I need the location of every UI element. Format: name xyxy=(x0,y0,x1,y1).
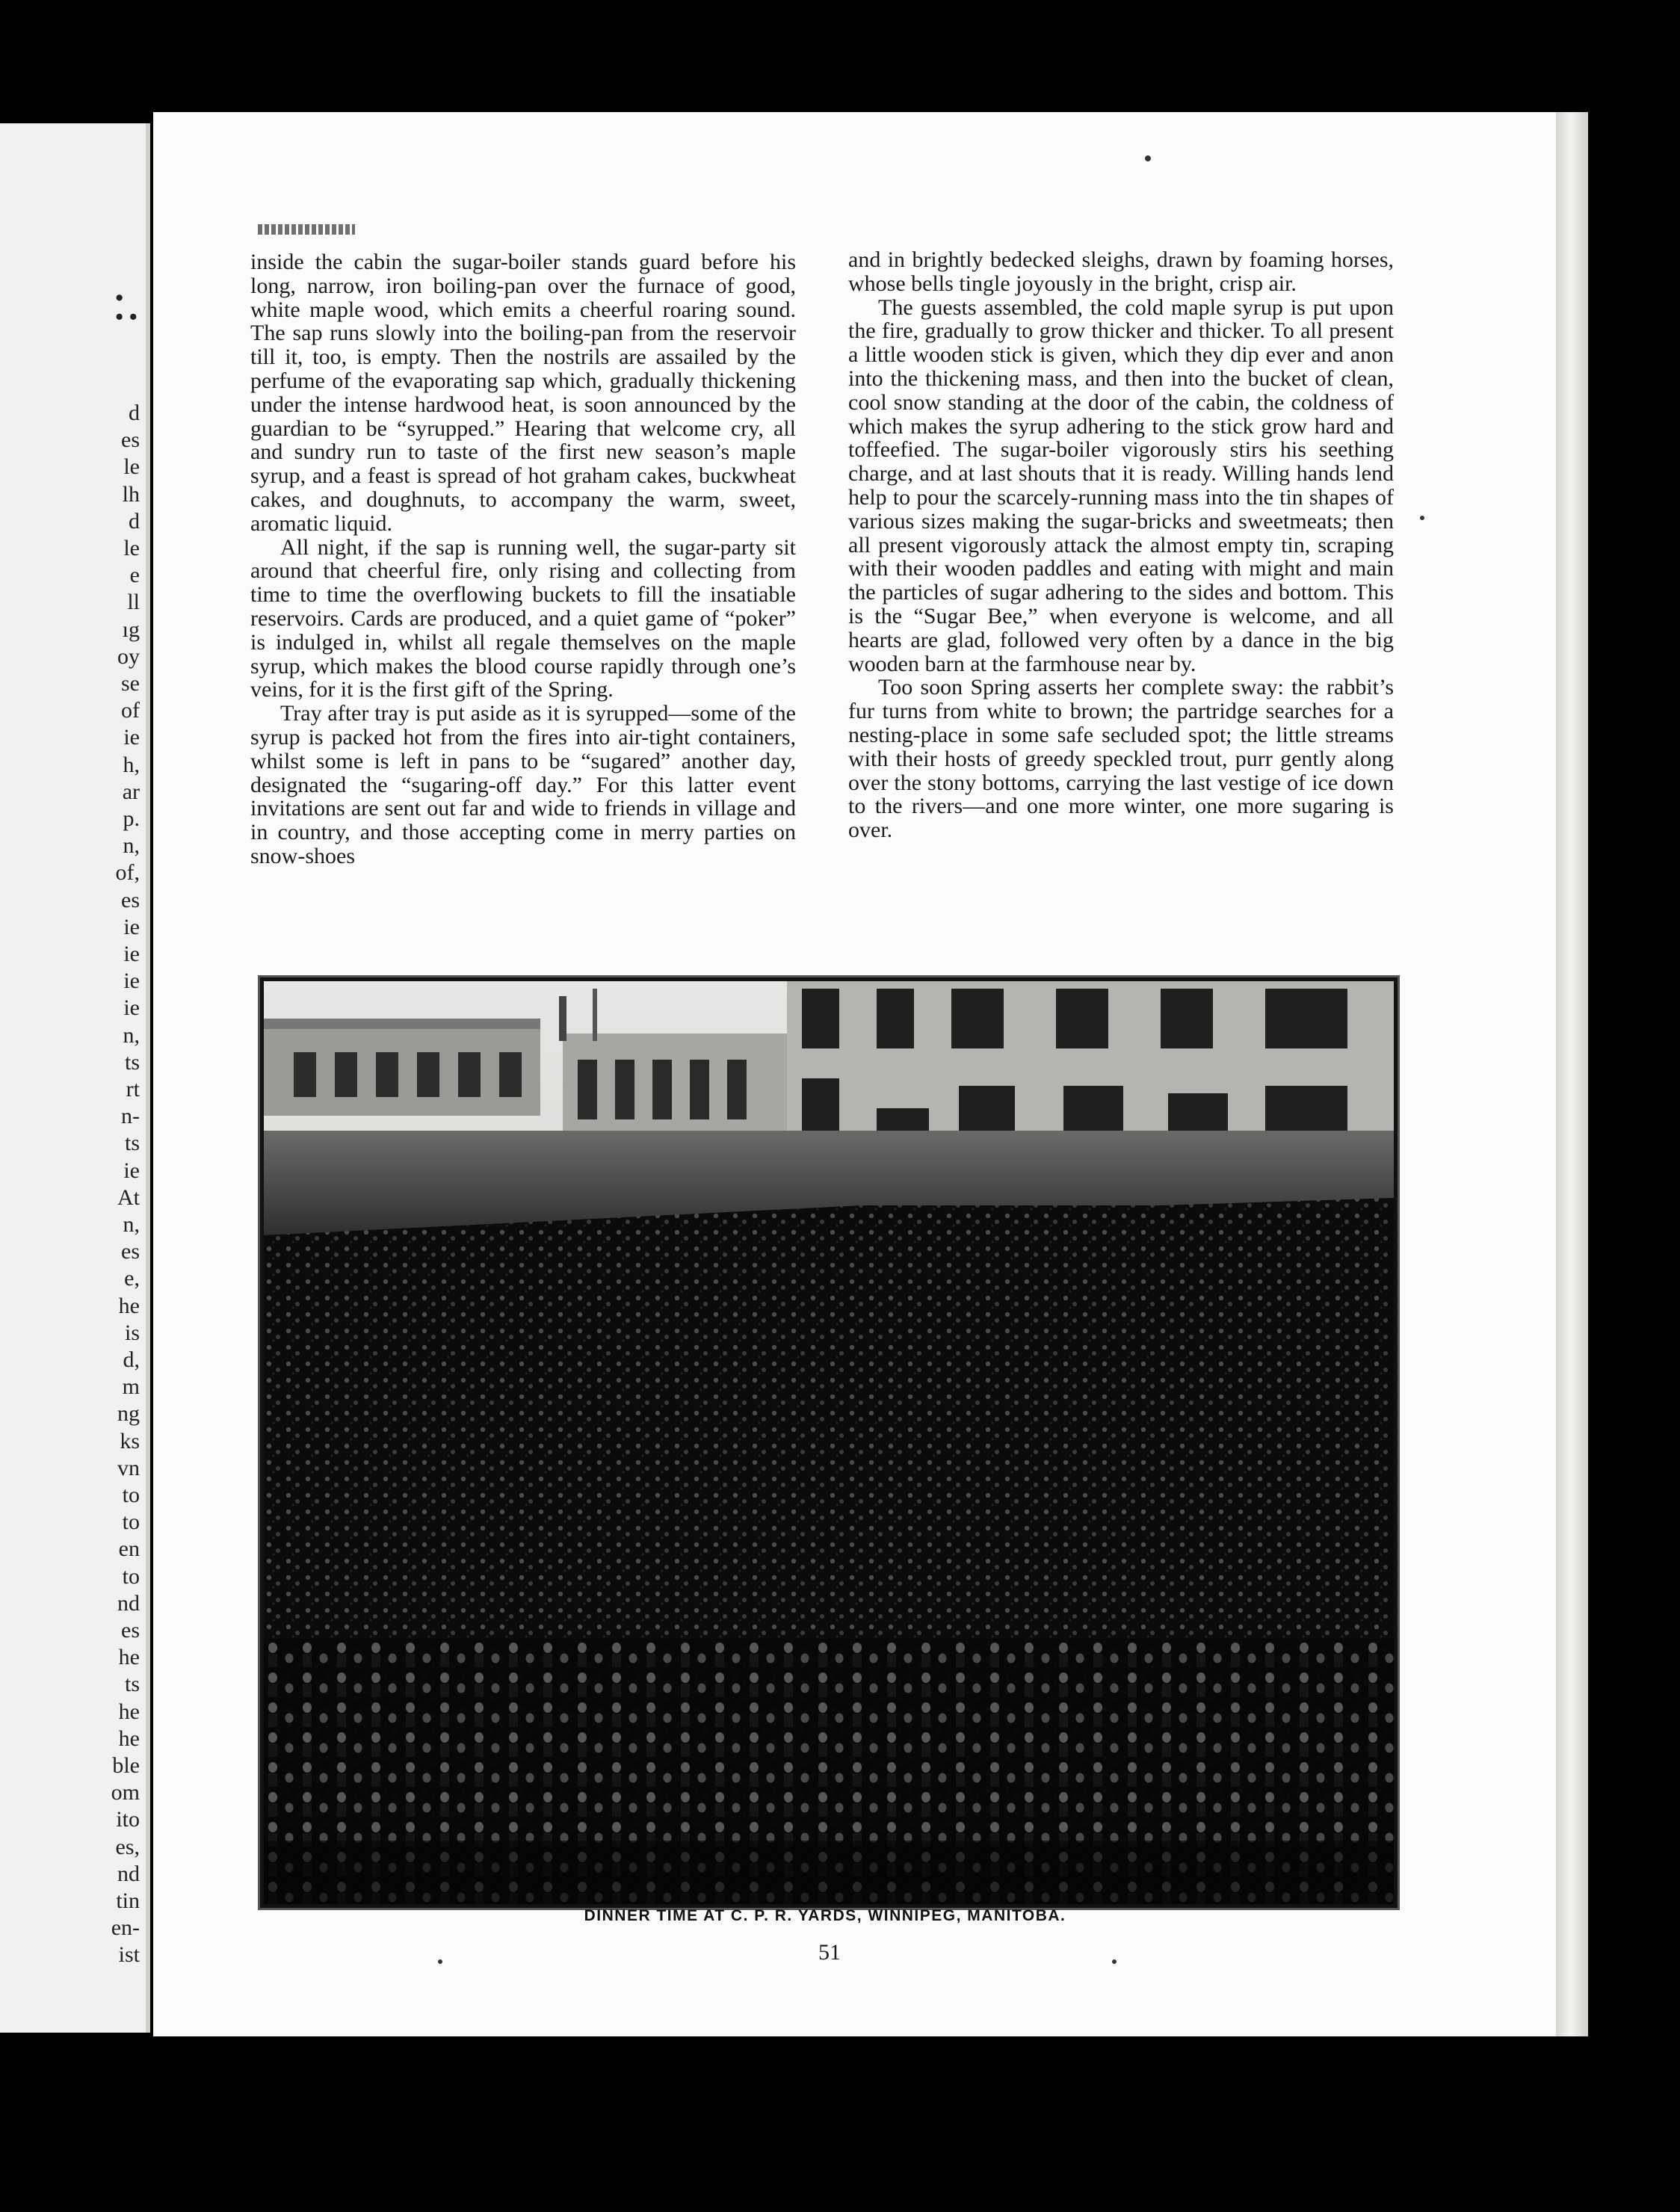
left-page-fragment: of xyxy=(121,698,140,723)
left-text-column xyxy=(250,250,796,868)
left-page-fragment: n, xyxy=(123,1022,140,1048)
left-page-fragment: se xyxy=(121,671,140,696)
paragraph: and in brightly bedecked sleighs, drawn by foaming horses, whose bells tingle joyously in the bright, crisp air. xyxy=(848,247,1394,296)
left-page-fragment: lh xyxy=(122,481,140,507)
left-page-fragment: n- xyxy=(121,1104,140,1129)
left-page-fragment: he xyxy=(118,1645,140,1670)
left-page-fragment: nd xyxy=(117,1861,140,1886)
left-page-fragment: ie xyxy=(123,968,140,994)
left-page-fragment: of, xyxy=(115,860,140,886)
left-page-fragment: d xyxy=(129,401,140,425)
left-page-fragment: e, xyxy=(124,1266,140,1291)
left-page-fragment: d xyxy=(129,508,140,534)
left-page-fragment: oy xyxy=(117,643,140,669)
left-page-fragment: ie xyxy=(123,942,140,966)
paragraph: Too soon Spring asserts her complete sway: the rabbit’s fur turns from white to brown; the partridge searches for a nesting-place in some safe secluded spot; the little streams with their hosts of greedy speckled trout, purr gently along over the stony bottoms, carrying the last vestige of ice down to the rivers—and one more winter, one more sugaring is over. xyxy=(848,675,1394,843)
left-page-fragment: es, xyxy=(115,1834,140,1859)
left-page-fragment: ar xyxy=(122,779,140,804)
left-page-fragment: vn xyxy=(117,1455,140,1480)
left-page-fragment: ie xyxy=(123,914,140,939)
scan-speck xyxy=(1145,155,1151,161)
left-page-fragment: p. xyxy=(123,806,140,831)
left-page-fragment: n, xyxy=(123,1212,140,1237)
page-number: 51 xyxy=(818,1940,841,1965)
left-page-fragment: he xyxy=(118,1293,140,1318)
photo-caption: DINNER TIME AT C. P. R. YARDS, WINNIPEG, MANITOBA. xyxy=(584,1907,1066,1924)
left-page-fragment: ts xyxy=(124,1049,140,1075)
left-page-fragment: ito xyxy=(116,1807,140,1832)
left-page-fragment: to xyxy=(122,1483,140,1507)
left-page-fragment: At xyxy=(117,1184,140,1210)
scan-speck xyxy=(1420,516,1424,520)
left-page-fragment: rt xyxy=(126,1077,140,1102)
left-page-fragment: to xyxy=(122,1510,140,1535)
ornament-mark xyxy=(258,224,355,235)
left-page-fragment: n, xyxy=(123,833,140,859)
left-page-fragment: to xyxy=(122,1563,140,1589)
left-page-fragment: e xyxy=(129,563,140,588)
left-page-fragment: is xyxy=(124,1320,140,1345)
paragraph: inside the cabin the sugar-boiler stands guard before his long, narrow, iron boiling-pan over the furnace of good, white maple wood, which emits a cheerful roaring sound. The sap runs slowly into the boiling-pan from the reservoir till it, too, is empty. Then the nostrils are assailed by the perfume of the evaporating sap which, gradually thickening under the intense hardwood heat, is soon announced by the guardian to be “syrupped.” Hearing that welcome cry, all and sundry run to taste of the first new season’s maple syrup, and a feast is spread of hot graham cakes, buckwheat cakes, and doughnuts, to accompany the warm, sweet, aromatic liquid. xyxy=(250,250,796,536)
left-page-fragment: es xyxy=(121,1618,140,1643)
left-page-fragment: ng xyxy=(117,1401,140,1427)
left-facing-page xyxy=(0,123,150,2033)
left-page-fragment: es xyxy=(121,1239,140,1264)
left-page-fragment: tin xyxy=(116,1888,140,1913)
paragraph: The guests assembled, the cold maple syrup is put upon the fire, gradually to grow thicker and thicker. To all present a little wooden stick is given, which they dip ever and anon into the thickening mass, and then into the bucket of clean, cool snow standing at the door of the cabin, the coldness of which makes the syrup adhering to the stick grow hard and toffeefied. The sugar-boiler vigorously stirs his seething charge, and at last shouts that it is ready. Willing hands lend help to pour the scarcely-running mass into the tin shapes of various sizes making the sugar-bricks and sweetmeats; then all present vigorously attack the almost empty tin, scraping with their wooden paddles and eating with might and main the particles of sugar adhering to the sides and bottom. This is the “Sugar Bee,” when everyone is welcome, and all hearts are glad, followed very often by a dance in the big wooden barn at the farmhouse near by. xyxy=(848,294,1394,676)
left-page-fragment: ie xyxy=(123,725,140,750)
left-page-fragment: h, xyxy=(123,752,140,777)
left-page-fragment: ts xyxy=(124,1131,140,1156)
left-page-fragment: en xyxy=(118,1536,140,1562)
left-page-fragment: es xyxy=(121,887,140,912)
left-page-fragment: d, xyxy=(123,1347,140,1372)
left-page-glyph: :. xyxy=(112,274,140,331)
left-page-fragment: ble xyxy=(112,1753,140,1778)
paragraph: Tray after tray is put aside as it is syrupped—some of the syrup is packed hot from the fires into air-tight containers, whilst some is left in pans to be “sugared” another day, designated the “sugaring-off day.” For this latter event invitations are sent out far and wide to friends in village and in country, and those accepting come in merry parties on snow-shoes xyxy=(250,701,796,868)
page-edge xyxy=(1558,112,1588,2036)
photo-illustration xyxy=(264,981,1394,1904)
left-page-fragment: om xyxy=(111,1780,140,1805)
scan-speck xyxy=(1112,1959,1117,1964)
left-page-fragment: ıg xyxy=(122,617,140,642)
left-page-fragment: ts xyxy=(124,1672,140,1697)
left-page-fragment: le xyxy=(123,454,140,480)
left-page-fragment: ks xyxy=(120,1428,140,1453)
left-page-fragment: he xyxy=(118,1726,140,1751)
paragraph: All night, if the sap is running well, the sugar-party sit around that cheerful fire, only rising and collecting from time to time the overflowing buckets to fill the insatiable reservoirs. Cards are produced, and a quiet game of “poker” is indulged in, whilst all regale themselves on the maple syrup, which makes the blood course rapidly through one’s veins, for it is the first gift of the Spring. xyxy=(250,534,796,702)
left-page-fragment: le xyxy=(123,536,140,560)
left-page-fragment: ll xyxy=(127,590,140,615)
left-page-fragment: m xyxy=(122,1374,140,1400)
left-page-fragment: en- xyxy=(111,1915,140,1941)
left-page-fragment: ie xyxy=(123,1158,140,1183)
scan-speck xyxy=(438,1959,442,1964)
crowd-photograph xyxy=(260,977,1398,1908)
left-page-fragment: ist xyxy=(118,1942,140,1968)
left-page-fragment: he xyxy=(118,1699,140,1724)
left-page-fragment: nd xyxy=(117,1590,140,1616)
left-page-fragment: ie xyxy=(123,995,140,1021)
right-text-column xyxy=(848,248,1394,842)
left-page-fragment: es xyxy=(121,427,140,453)
